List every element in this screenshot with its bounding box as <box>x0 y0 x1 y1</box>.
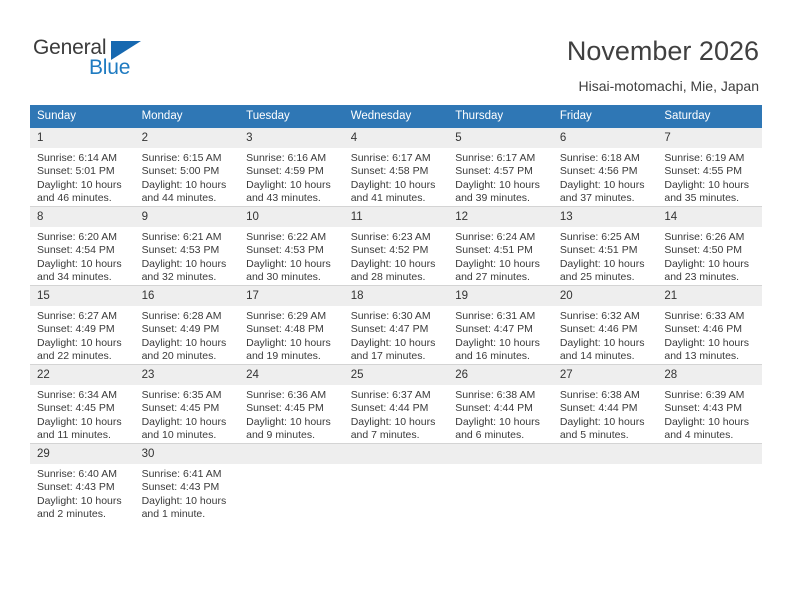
weekday-header-row <box>30 105 762 128</box>
sunset-text: Sunset: 4:49 PM <box>141 323 220 336</box>
day-cell-empty <box>657 444 762 529</box>
day-details <box>135 306 240 364</box>
day-number <box>553 444 658 464</box>
daylight-text-line1: Daylight: 10 hours <box>455 178 540 191</box>
sunset-text: Sunset: 4:51 PM <box>559 244 638 257</box>
sunrise-text: Sunrise: 6:37 AM <box>350 389 431 401</box>
daylight-text-line2: and 23 minutes. <box>664 271 740 284</box>
daylight-text-line2: and 7 minutes. <box>350 429 420 442</box>
day-number: 29 <box>30 444 135 464</box>
day-details <box>239 227 344 285</box>
day-number: 11 <box>344 207 449 227</box>
sunrise-text: Sunrise: 6:30 AM <box>350 310 431 322</box>
day-cell[interactable] <box>553 365 658 444</box>
sunset-text: Sunset: 4:44 PM <box>559 402 638 415</box>
sunrise-text: Sunrise: 6:28 AM <box>141 310 222 322</box>
sunrise-text: Sunrise: 6:16 AM <box>246 152 327 164</box>
sunrise-text: Sunrise: 6:18 AM <box>559 152 640 164</box>
day-number: 30 <box>135 444 240 464</box>
day-number: 6 <box>553 128 658 148</box>
day-details <box>553 385 658 443</box>
sunrise-text: Sunrise: 6:24 AM <box>455 231 536 243</box>
weekday-header-saturday: Saturday <box>657 105 762 128</box>
day-cell[interactable] <box>448 365 553 444</box>
day-details <box>30 148 135 206</box>
day-number <box>448 444 553 464</box>
day-number: 28 <box>657 365 762 385</box>
day-cell[interactable] <box>135 128 240 207</box>
daylight-text-line1: Daylight: 10 hours <box>246 178 331 191</box>
sunset-text: Sunset: 5:01 PM <box>37 165 115 178</box>
daylight-text-line1: Daylight: 10 hours <box>246 257 331 270</box>
weekday-header-wednesday: Wednesday <box>344 105 449 128</box>
day-details <box>135 148 240 206</box>
day-number: 12 <box>448 207 553 227</box>
sunset-text: Sunset: 4:53 PM <box>141 244 220 257</box>
day-cell[interactable] <box>344 286 449 365</box>
daylight-text-line2: and 14 minutes. <box>559 350 635 363</box>
day-number <box>344 444 449 464</box>
day-number: 21 <box>657 286 762 306</box>
day-details <box>135 385 240 443</box>
sunrise-text: Sunrise: 6:19 AM <box>664 152 745 164</box>
sunrise-text: Sunrise: 6:39 AM <box>664 389 745 401</box>
daylight-text-line2: and 4 minutes. <box>664 429 734 442</box>
sunset-text: Sunset: 4:56 PM <box>559 165 638 178</box>
sunrise-text: Sunrise: 6:26 AM <box>664 231 745 243</box>
day-cell[interactable] <box>135 444 240 529</box>
sunrise-text: Sunrise: 6:32 AM <box>559 310 640 322</box>
daylight-text-line2: and 37 minutes. <box>559 192 635 205</box>
day-number: 23 <box>135 365 240 385</box>
daylight-text-line1: Daylight: 10 hours <box>37 178 122 191</box>
sunrise-text: Sunrise: 6:31 AM <box>455 310 536 322</box>
daylight-text-line1: Daylight: 10 hours <box>559 178 645 191</box>
daylight-text-line1: Daylight: 10 hours <box>350 336 436 349</box>
day-number: 18 <box>344 286 449 306</box>
sunset-text: Sunset: 4:46 PM <box>664 323 743 336</box>
daylight-text-line2: and 27 minutes. <box>455 271 530 284</box>
daylight-text-line1: Daylight: 10 hours <box>350 257 436 270</box>
sunrise-text: Sunrise: 6:34 AM <box>37 389 117 401</box>
week-row <box>30 444 762 529</box>
daylight-text-line2: and 13 minutes. <box>664 350 740 363</box>
day-cell[interactable] <box>30 444 135 529</box>
sunrise-text: Sunrise: 6:20 AM <box>37 231 117 243</box>
day-cell[interactable] <box>239 207 344 286</box>
daylight-text-line2: and 19 minutes. <box>246 350 321 363</box>
week-row <box>30 286 762 365</box>
daylight-text-line1: Daylight: 10 hours <box>455 336 540 349</box>
day-cell-empty <box>553 444 658 529</box>
day-cell[interactable] <box>553 286 658 365</box>
day-cell[interactable] <box>30 207 135 286</box>
daylight-text-line2: and 6 minutes. <box>455 429 525 442</box>
day-details <box>344 385 449 443</box>
day-number: 14 <box>657 207 762 227</box>
day-details <box>30 306 135 364</box>
day-cell-empty <box>344 444 449 529</box>
day-number <box>239 444 344 464</box>
daylight-text-line2: and 46 minutes. <box>37 192 112 205</box>
sunrise-text: Sunrise: 6:35 AM <box>141 389 222 401</box>
daylight-text-line2: and 20 minutes. <box>141 350 217 363</box>
day-number: 24 <box>239 365 344 385</box>
day-cell[interactable] <box>30 365 135 444</box>
sunrise-text: Sunrise: 6:25 AM <box>559 231 640 243</box>
daylight-text-line2: and 39 minutes. <box>455 192 530 205</box>
sunrise-sunset-calendar <box>30 105 762 528</box>
generalblue-logo[interactable] <box>33 36 173 84</box>
sunset-text: Sunset: 4:55 PM <box>664 165 743 178</box>
daylight-text-line2: and 11 minutes. <box>37 429 111 442</box>
sunset-text: Sunset: 4:48 PM <box>246 323 324 336</box>
day-cell[interactable] <box>657 207 762 286</box>
daylight-text-line2: and 10 minutes. <box>141 429 217 442</box>
day-cell[interactable] <box>239 128 344 207</box>
page-header <box>0 0 792 100</box>
day-details <box>344 464 449 522</box>
day-cell[interactable] <box>135 286 240 365</box>
day-cell[interactable] <box>344 207 449 286</box>
daylight-text-line1: Daylight: 10 hours <box>559 415 645 428</box>
sunrise-text: Sunrise: 6:27 AM <box>37 310 117 322</box>
day-details <box>30 385 135 443</box>
week-row <box>30 128 762 207</box>
daylight-text-line2: and 44 minutes. <box>141 192 217 205</box>
sunrise-text: Sunrise: 6:23 AM <box>350 231 431 243</box>
sunset-text: Sunset: 4:45 PM <box>37 402 115 415</box>
daylight-text-line1: Daylight: 10 hours <box>37 257 122 270</box>
daylight-text-line1: Daylight: 10 hours <box>37 336 122 349</box>
sunset-text: Sunset: 4:53 PM <box>246 244 324 257</box>
day-number: 1 <box>30 128 135 148</box>
sunset-text: Sunset: 4:44 PM <box>350 402 429 415</box>
sunset-text: Sunset: 5:00 PM <box>141 165 220 178</box>
sunset-text: Sunset: 4:51 PM <box>455 244 533 257</box>
day-cell[interactable] <box>553 207 658 286</box>
daylight-text-line1: Daylight: 10 hours <box>455 415 540 428</box>
day-cell[interactable] <box>344 128 449 207</box>
day-number: 10 <box>239 207 344 227</box>
week-row <box>30 365 762 444</box>
day-cell-empty <box>448 444 553 529</box>
day-details <box>239 306 344 364</box>
daylight-text-line2: and 22 minutes. <box>37 350 112 363</box>
day-number: 13 <box>553 207 658 227</box>
day-number: 4 <box>344 128 449 148</box>
daylight-text-line1: Daylight: 10 hours <box>664 257 750 270</box>
day-details <box>553 227 658 285</box>
sunset-text: Sunset: 4:49 PM <box>37 323 115 336</box>
sunset-text: Sunset: 4:58 PM <box>350 165 429 178</box>
daylight-text-line1: Daylight: 10 hours <box>246 415 331 428</box>
day-number <box>657 444 762 464</box>
daylight-text-line2: and 28 minutes. <box>350 271 426 284</box>
day-number: 20 <box>553 286 658 306</box>
sunset-text: Sunset: 4:43 PM <box>664 402 743 415</box>
sunrise-text: Sunrise: 6:22 AM <box>246 231 327 243</box>
daylight-text-line1: Daylight: 10 hours <box>141 336 227 349</box>
day-number: 19 <box>448 286 553 306</box>
day-details <box>553 306 658 364</box>
logo-text-blue: Blue <box>89 56 131 79</box>
daylight-text-line1: Daylight: 10 hours <box>664 415 750 428</box>
daylight-text-line1: Daylight: 10 hours <box>664 336 750 349</box>
sunset-text: Sunset: 4:45 PM <box>246 402 324 415</box>
day-details <box>657 306 762 364</box>
daylight-text-line2: and 1 minute. <box>141 508 206 521</box>
daylight-text-line2: and 43 minutes. <box>246 192 321 205</box>
day-details <box>135 227 240 285</box>
day-cell[interactable] <box>657 365 762 444</box>
day-details <box>657 385 762 443</box>
daylight-text-line1: Daylight: 10 hours <box>141 257 227 270</box>
sunrise-text: Sunrise: 6:33 AM <box>664 310 745 322</box>
day-details <box>239 464 344 522</box>
sunrise-text: Sunrise: 6:29 AM <box>246 310 327 322</box>
day-details <box>553 148 658 206</box>
sunset-text: Sunset: 4:46 PM <box>559 323 638 336</box>
daylight-text-line1: Daylight: 10 hours <box>37 415 122 428</box>
daylight-text-line2: and 17 minutes. <box>350 350 426 363</box>
daylight-text-line1: Daylight: 10 hours <box>559 336 645 349</box>
day-details <box>657 464 762 522</box>
weekday-header-monday: Monday <box>135 105 240 128</box>
daylight-text-line1: Daylight: 10 hours <box>141 415 227 428</box>
daylight-text-line1: Daylight: 10 hours <box>350 178 436 191</box>
sunset-text: Sunset: 4:45 PM <box>141 402 220 415</box>
sunset-text: Sunset: 4:50 PM <box>664 244 743 257</box>
day-cell[interactable] <box>30 286 135 365</box>
sunset-text: Sunset: 4:47 PM <box>455 323 533 336</box>
day-details <box>657 227 762 285</box>
day-number: 9 <box>135 207 240 227</box>
daylight-text-line1: Daylight: 10 hours <box>559 257 645 270</box>
daylight-text-line1: Daylight: 10 hours <box>37 494 122 507</box>
daylight-text-line2: and 32 minutes. <box>141 271 217 284</box>
daylight-text-line2: and 25 minutes. <box>559 271 635 284</box>
day-number: 26 <box>448 365 553 385</box>
day-cell[interactable] <box>344 365 449 444</box>
day-details <box>344 148 449 206</box>
daylight-text-line2: and 34 minutes. <box>37 271 112 284</box>
daylight-text-line2: and 35 minutes. <box>664 192 740 205</box>
sunset-text: Sunset: 4:52 PM <box>350 244 429 257</box>
weekday-header-thursday: Thursday <box>448 105 553 128</box>
sunrise-text: Sunrise: 6:21 AM <box>141 231 222 243</box>
day-details <box>448 227 553 285</box>
sunrise-text: Sunrise: 6:36 AM <box>246 389 327 401</box>
day-cell[interactable] <box>30 128 135 207</box>
sunset-text: Sunset: 4:43 PM <box>141 481 220 494</box>
weekday-header-friday: Friday <box>553 105 658 128</box>
day-cell[interactable] <box>135 207 240 286</box>
weekday-header-sunday: Sunday <box>30 105 135 128</box>
daylight-text-line2: and 41 minutes. <box>350 192 426 205</box>
sunset-text: Sunset: 4:43 PM <box>37 481 115 494</box>
sunset-text: Sunset: 4:47 PM <box>350 323 429 336</box>
logo-text-general: General <box>33 36 107 59</box>
location-subtitle: Hisai-motomachi, Mie, Japan <box>578 78 759 94</box>
daylight-text-line2: and 5 minutes. <box>559 429 629 442</box>
day-cell[interactable] <box>657 286 762 365</box>
day-number: 22 <box>30 365 135 385</box>
daylight-text-line1: Daylight: 10 hours <box>350 415 436 428</box>
day-details <box>239 385 344 443</box>
daylight-text-line1: Daylight: 10 hours <box>141 494 227 507</box>
day-number: 8 <box>30 207 135 227</box>
day-number: 17 <box>239 286 344 306</box>
day-details <box>344 306 449 364</box>
day-details <box>553 464 658 522</box>
day-cell[interactable] <box>135 365 240 444</box>
day-cell[interactable] <box>239 365 344 444</box>
sunrise-text: Sunrise: 6:17 AM <box>350 152 431 164</box>
daylight-text-line2: and 9 minutes. <box>246 429 316 442</box>
sunrise-text: Sunrise: 6:38 AM <box>455 389 536 401</box>
day-details <box>344 227 449 285</box>
day-details <box>239 148 344 206</box>
daylight-text-line2: and 2 minutes. <box>37 508 106 521</box>
day-cell[interactable] <box>239 286 344 365</box>
day-cell[interactable] <box>448 286 553 365</box>
sunrise-text: Sunrise: 6:40 AM <box>37 468 117 480</box>
sunrise-text: Sunrise: 6:15 AM <box>141 152 222 164</box>
day-cell[interactable] <box>553 128 658 207</box>
daylight-text-line2: and 16 minutes. <box>455 350 530 363</box>
daylight-text-line2: and 30 minutes. <box>246 271 321 284</box>
sunset-text: Sunset: 4:59 PM <box>246 165 324 178</box>
day-number: 2 <box>135 128 240 148</box>
day-details <box>30 464 135 522</box>
day-cell[interactable] <box>448 207 553 286</box>
daylight-text-line1: Daylight: 10 hours <box>455 257 540 270</box>
week-row <box>30 207 762 286</box>
sunrise-text: Sunrise: 6:38 AM <box>559 389 640 401</box>
day-number: 7 <box>657 128 762 148</box>
day-details <box>30 227 135 285</box>
day-details <box>448 385 553 443</box>
page-title: November 2026 <box>566 36 759 66</box>
daylight-text-line1: Daylight: 10 hours <box>664 178 750 191</box>
day-number: 16 <box>135 286 240 306</box>
day-details <box>448 148 553 206</box>
day-cell[interactable] <box>448 128 553 207</box>
day-details <box>448 464 553 522</box>
day-number: 5 <box>448 128 553 148</box>
day-number: 25 <box>344 365 449 385</box>
day-cell-empty <box>239 444 344 529</box>
daylight-text-line1: Daylight: 10 hours <box>141 178 227 191</box>
sunrise-text: Sunrise: 6:41 AM <box>141 468 222 480</box>
day-number: 15 <box>30 286 135 306</box>
sunrise-text: Sunrise: 6:14 AM <box>37 152 117 164</box>
weekday-header-tuesday: Tuesday <box>239 105 344 128</box>
day-number: 3 <box>239 128 344 148</box>
day-details <box>448 306 553 364</box>
daylight-text-line1: Daylight: 10 hours <box>246 336 331 349</box>
sunrise-text: Sunrise: 6:17 AM <box>455 152 536 164</box>
day-cell[interactable] <box>657 128 762 207</box>
sunset-text: Sunset: 4:44 PM <box>455 402 533 415</box>
day-details <box>135 464 240 522</box>
sunset-text: Sunset: 4:57 PM <box>455 165 533 178</box>
sunset-text: Sunset: 4:54 PM <box>37 244 115 257</box>
day-number: 27 <box>553 365 658 385</box>
day-details <box>657 148 762 206</box>
